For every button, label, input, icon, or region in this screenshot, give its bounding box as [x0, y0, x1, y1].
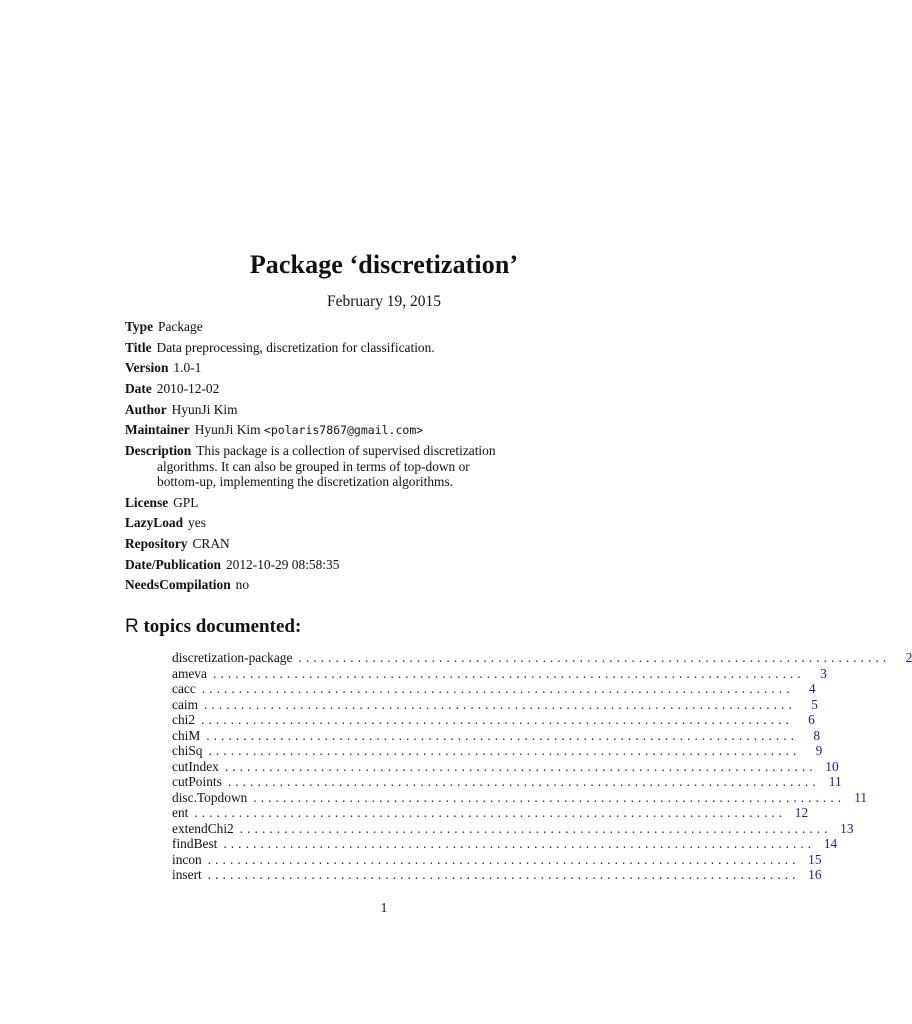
description-line-2: algorithms. It can also be grouped in terms of top-down or	[157, 458, 470, 474]
toc-entry-page-link[interactable]: 11	[828, 774, 842, 789]
field-maintainer-key: Maintainer	[125, 422, 190, 437]
toc-entry[interactable]	[172, 681, 816, 697]
toc-entry-label: chiM	[172, 727, 201, 743]
field-version	[125, 360, 645, 376]
field-lazyload-key: LazyLoad	[125, 515, 184, 530]
toc-entry[interactable]	[172, 867, 822, 883]
toc-leader-dots: ................................................................................	[212, 665, 805, 681]
field-date-key: Date	[125, 381, 152, 396]
field-description	[125, 443, 645, 490]
field-type-value: Package	[158, 319, 203, 334]
field-author-key: Author	[125, 402, 167, 417]
toc-entry[interactable]	[172, 805, 809, 821]
field-lazyload-value: yes	[188, 515, 206, 530]
field-description-key: Description	[125, 443, 192, 458]
field-type	[125, 319, 645, 335]
toc-entry-label: chi2	[172, 712, 196, 727]
toc-entry-label: cutPoints	[172, 774, 222, 789]
field-publication-value: 2012-10-29 08:58:35	[225, 557, 340, 572]
topics-heading	[125, 616, 301, 638]
toc-entry-page-link[interactable]: 3	[820, 665, 827, 681]
description-line-1: This package is a collection of supervised discretization	[196, 443, 496, 458]
toc-entry-label: cutIndex	[172, 758, 219, 774]
toc-leader-dots: ................................................................................	[207, 851, 800, 867]
toc-entry-page-link[interactable]: 6	[808, 712, 815, 727]
toc-entry[interactable]	[172, 696, 818, 713]
topics-heading-r: R	[125, 616, 139, 637]
field-repository-value: CRAN	[192, 536, 230, 551]
toc-entry-page-link[interactable]: 2	[905, 650, 912, 665]
toc-entry-page-link[interactable]: 15	[808, 851, 822, 867]
toc-leader-dots: ................................................................................	[206, 727, 799, 743]
toc-entry-page-link[interactable]: 9	[815, 743, 823, 758]
toc-entry[interactable]	[172, 665, 827, 682]
field-lazyload	[125, 515, 645, 531]
field-repository	[125, 536, 645, 552]
toc-leader-dots: ................................................................................	[239, 820, 832, 836]
description-line-3: bottom-up, implementing the discretization algorithms.	[157, 474, 454, 489]
toc-leader-dots: ................................................................................	[208, 743, 801, 758]
field-author-value: HyunJi Kim	[171, 402, 238, 417]
toc-entry-label: ameva	[172, 665, 207, 681]
maintainer-email: <polaris7867@gmail.com>	[263, 423, 424, 437]
toc-entry-page-link[interactable]: 16	[808, 867, 822, 882]
toc-entry[interactable]	[172, 743, 823, 759]
field-version-key: Version	[125, 360, 169, 375]
field-date-value: 2010-12-02	[156, 381, 220, 396]
toc-entry[interactable]	[172, 820, 854, 837]
page-date: February 19, 2015	[326, 293, 442, 310]
toc-entry-label: ent	[172, 805, 189, 820]
toc-leader-dots: ................................................................................	[227, 774, 820, 789]
toc-entry[interactable]	[172, 712, 815, 728]
toc-entry-page-link[interactable]: 13	[840, 820, 854, 836]
toc-entry-label: cacc	[172, 681, 196, 696]
toc-leader-dots: ................................................................................	[223, 836, 816, 851]
field-title-key: Title	[125, 340, 152, 355]
field-author	[125, 402, 645, 418]
toc-entry-label: disc.Topdown	[172, 789, 248, 805]
toc-entry-label: caim	[172, 696, 199, 712]
toc-entry[interactable]	[172, 836, 838, 852]
toc-entry-page-link[interactable]: 8	[813, 727, 821, 743]
field-maintainer	[125, 422, 645, 439]
toc-entry-page-link[interactable]: 11	[854, 789, 868, 805]
toc-leader-dots: ................................................................................	[298, 650, 891, 665]
field-needscompilation-value: no	[235, 577, 250, 592]
page-number: 1	[380, 900, 388, 915]
field-date	[125, 381, 645, 397]
field-license-value: GPL	[173, 495, 199, 510]
topics-heading-text: topics documented:	[138, 616, 302, 637]
toc-leader-dots: ................................................................................	[201, 712, 793, 727]
toc-entry[interactable]	[172, 650, 912, 666]
field-needscompilation	[125, 577, 645, 593]
toc-entry[interactable]	[172, 851, 822, 868]
toc-entry-page-link[interactable]: 10	[825, 758, 839, 774]
toc-entry[interactable]	[172, 774, 842, 790]
toc-leader-dots: ................................................................................	[207, 867, 800, 882]
toc-leader-dots: ................................................................................	[201, 681, 794, 696]
toc-entry-page-link[interactable]: 12	[794, 805, 809, 820]
toc-leader-dots: ................................................................................	[224, 758, 817, 774]
toc-entry-label: insert	[172, 867, 202, 882]
field-type-key: Type	[125, 319, 154, 334]
field-license	[125, 495, 645, 511]
field-needscompilation-key: NeedsCompilation	[125, 577, 231, 592]
field-publication	[125, 557, 645, 573]
field-title-value: Data preprocessing, discretization for classification.	[156, 340, 435, 355]
toc-entry[interactable]	[172, 758, 839, 775]
toc-leader-dots: ................................................................................	[194, 805, 787, 820]
field-license-key: License	[125, 495, 169, 510]
table-of-contents	[172, 650, 912, 883]
toc-entry-label: chiSq	[172, 743, 203, 758]
page-title: Package ‘discretization’	[249, 250, 519, 279]
toc-entry-label: incon	[172, 851, 202, 867]
field-title	[125, 340, 645, 356]
field-version-value: 1.0-1	[173, 360, 202, 375]
toc-entry-label: extendChi2	[172, 820, 234, 836]
field-maintainer-value: HyunJi Kim	[194, 422, 261, 437]
toc-leader-dots: ................................................................................	[253, 789, 846, 805]
toc-entry[interactable]	[172, 789, 868, 806]
toc-entry-page-link[interactable]: 14	[823, 836, 838, 851]
toc-entry[interactable]	[172, 727, 821, 744]
field-publication-key: Date/Publication	[125, 557, 221, 572]
toc-entry-label: findBest	[172, 836, 218, 851]
field-repository-key: Repository	[125, 536, 188, 551]
toc-leader-dots: ................................................................................	[204, 696, 796, 712]
toc-entry-page-link[interactable]: 4	[808, 681, 816, 696]
toc-entry-page-link[interactable]: 5	[811, 696, 818, 712]
toc-entry-label: discretization-package	[172, 650, 293, 665]
